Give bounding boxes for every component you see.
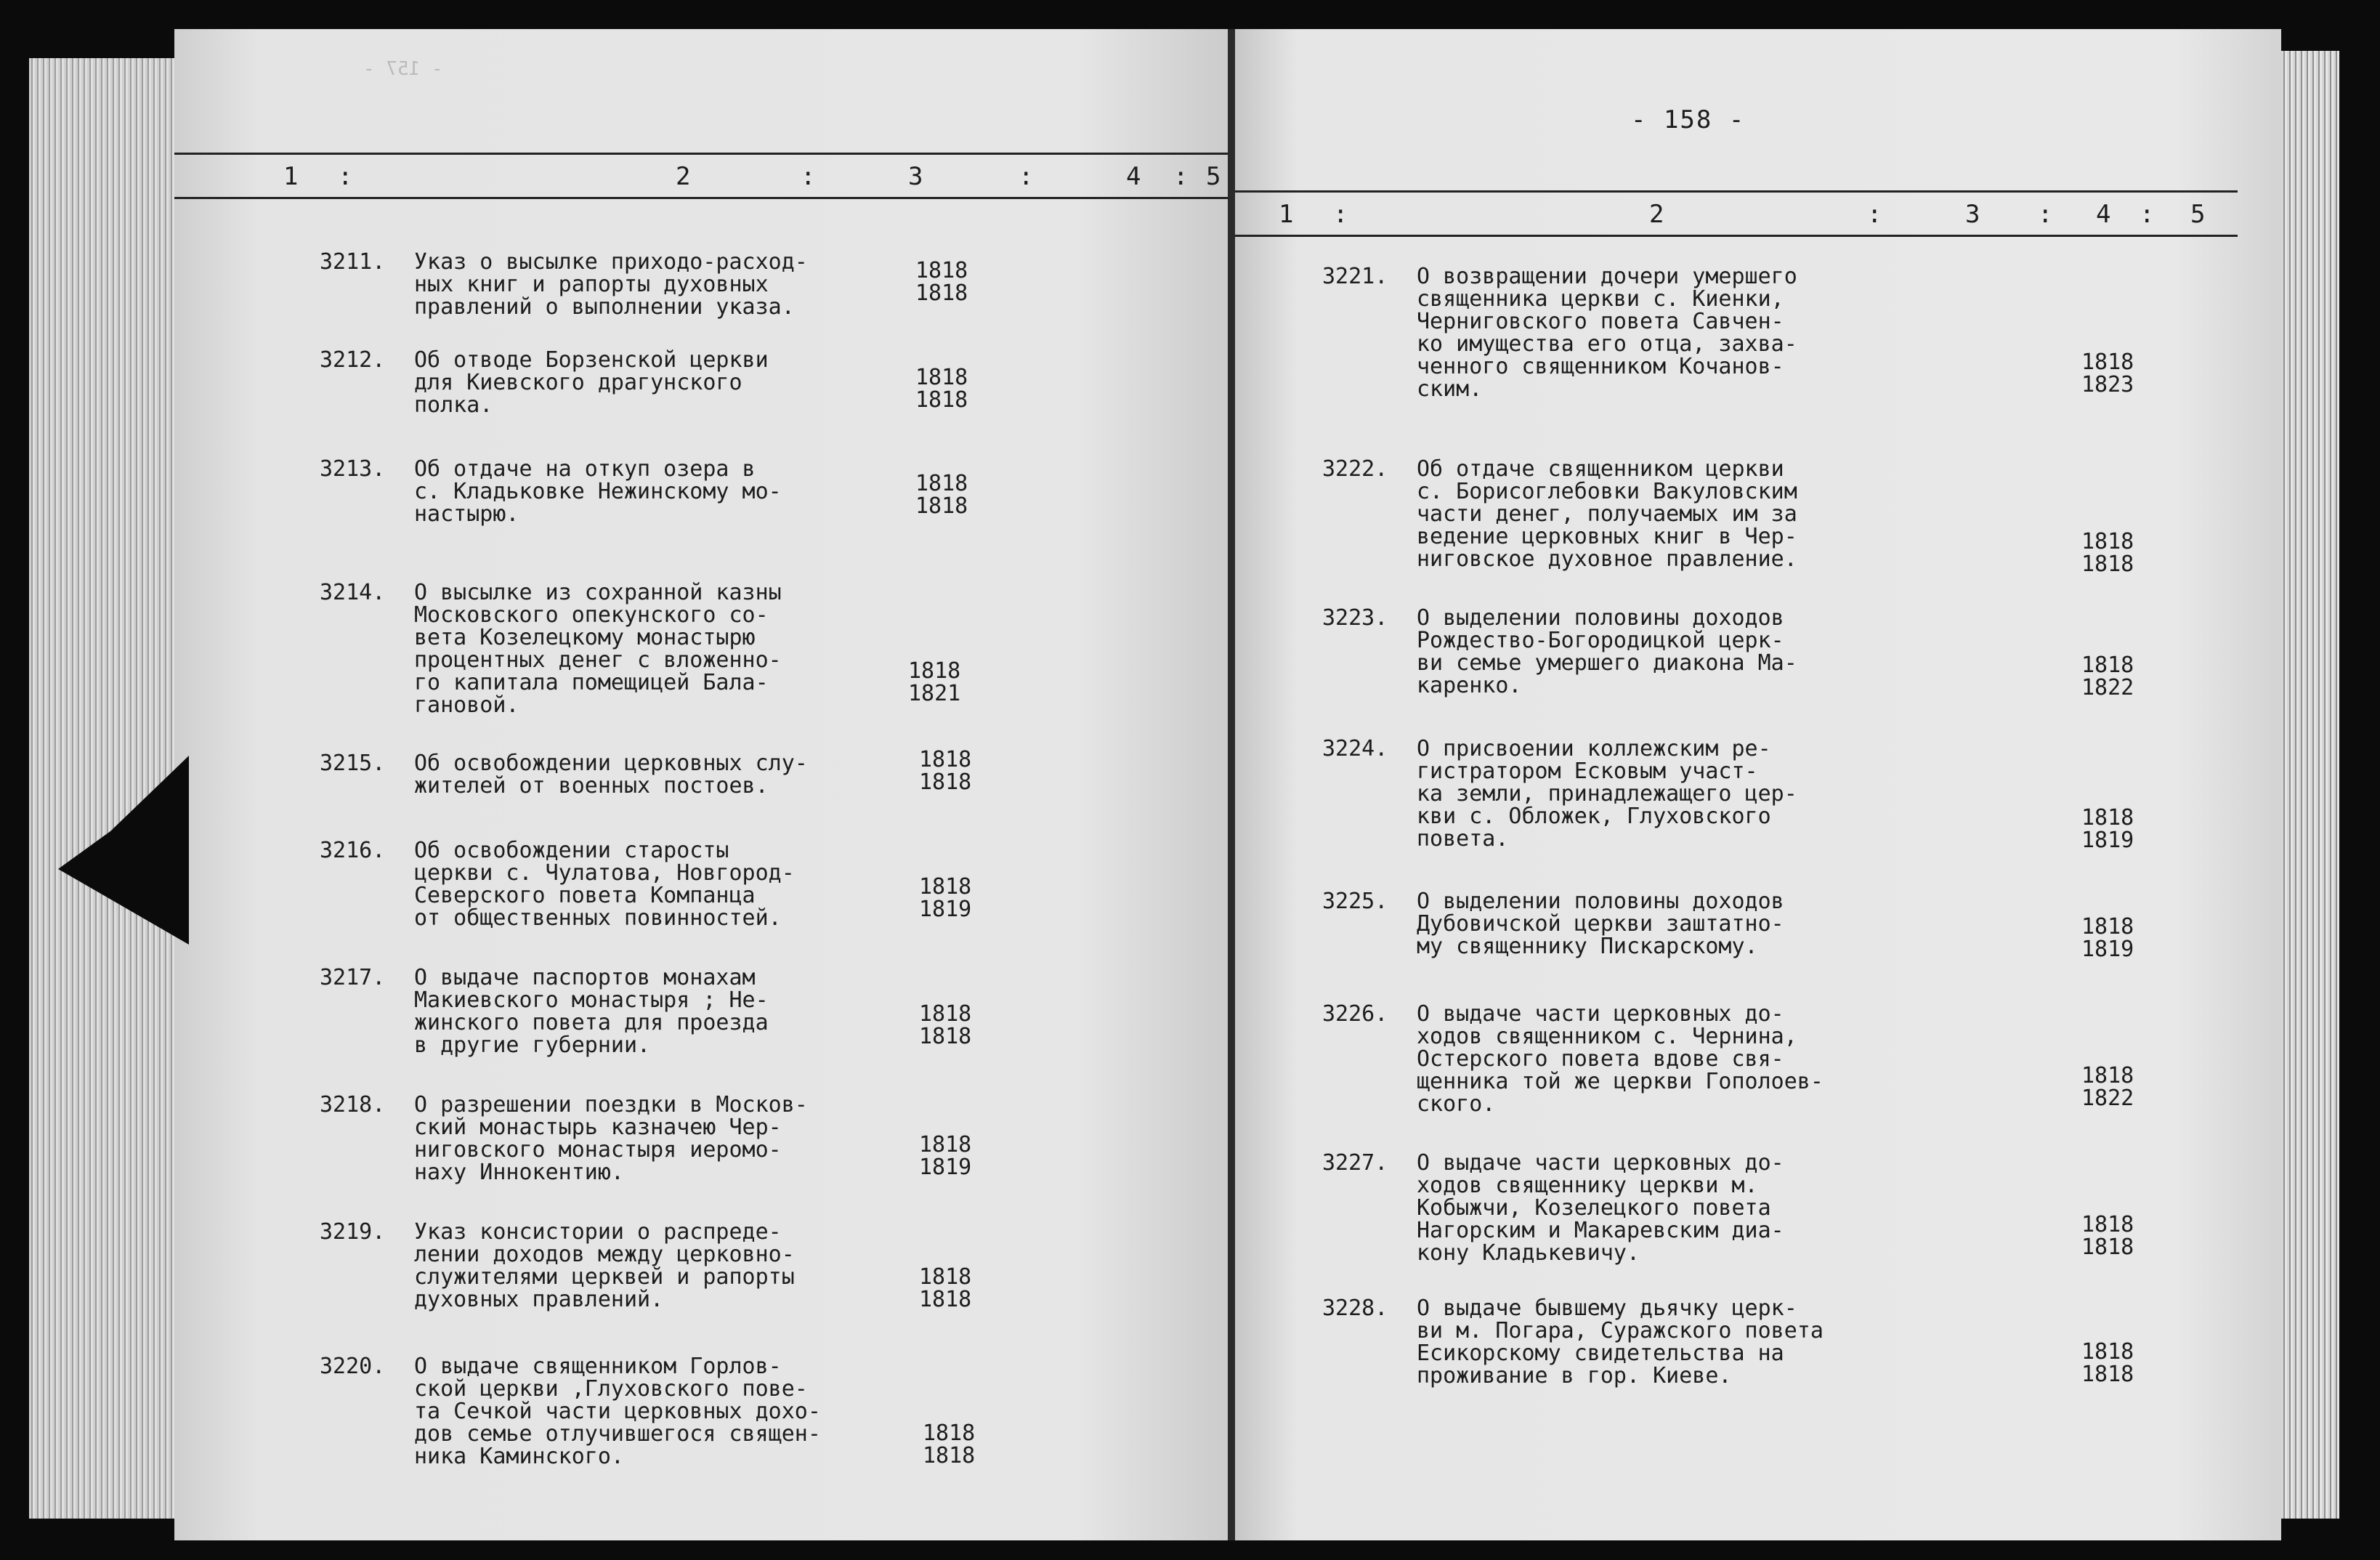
entry-text: О выдаче бывшему дьячку церк- ви м. Погара, Суражского повета Есикорскому свидетельства на проживание в гор. Киеве. [1417,1296,1824,1389]
entry-text: О выдаче части церковных до- ходов священнику церкви м. Кобыжчи, Козелецкого повета Нагорским и Макаревским диа- кону Кладькевичу. [1417,1150,1784,1266]
entry-number: 3224. [1322,736,1388,761]
year-end: 1818 [915,387,968,413]
left-page [174,29,1235,1540]
entry-years [2081,807,2147,852]
entry-text: О присвоении коллежским ре- гистратором Есковым участ- ка земли, принадлежащего цер- кви с. Обложек, Глуховского повета. [1417,736,1797,852]
year-start: 1818 [919,1132,972,1157]
entry-number: 3216. [320,838,386,863]
year-end: 1819 [919,897,972,922]
year-start: 1818 [2081,1339,2134,1365]
col-header-5: 5 [1206,162,1221,191]
entry-text: О выдаче священником Горлов- ской церкви ,Глуховского пове- та Сечкой части церковных дохо- дов семье отлучившегося священ- ника Каминского. [414,1354,821,1469]
entry-number: 3215. [320,751,386,776]
year-start: 1818 [919,747,972,772]
col-sep: : [338,162,353,191]
year-end: 1818 [2081,551,2134,577]
year-start: 1818 [2081,652,2134,678]
year-end: 1819 [2081,828,2134,853]
year-end: 1818 [919,1024,972,1049]
col-header-4: 4 [1126,162,1141,191]
col-header-4: 4 [2096,200,2111,229]
year-start: 1818 [2081,349,2134,375]
entry-years [915,259,981,304]
entry-years [919,1003,984,1048]
entry-number: 3219. [320,1219,386,1245]
entry-years [908,660,974,705]
col-sep: : [1867,200,1882,229]
entry-years [923,1422,988,1467]
year-end: 1822 [2081,675,2134,700]
entry-number: 3217. [320,965,386,990]
col-sep: : [2140,200,2155,229]
bleed-through-text: - 157 - [363,58,443,80]
entry-text: О возвращении дочери умершего священника церкви с. Киенки, Черниговского повета Савчен- ко имущества его отца, захва- ченного священником Кочанов- ским. [1417,264,1797,402]
year-start: 1818 [919,1001,972,1027]
year-end: 1818 [923,1443,976,1468]
year-start: 1818 [915,471,968,496]
col-header-3: 3 [1965,200,1980,229]
left-column-header [174,153,1235,199]
year-end: 1818 [2081,1234,2134,1260]
year-start: 1818 [2081,529,2134,554]
entry-text: О выдаче части церковных до- ходов священником с. Чернина, Остерского повета вдове свя- щенника той же церкви Гополоев- ского. [1417,1001,1824,1117]
entry-years [919,1266,984,1311]
entry-number: 3218. [320,1092,386,1118]
col-header-1: 1 [1279,200,1294,229]
year-start: 1818 [923,1420,976,1446]
right-column-header [1235,190,2238,237]
entry-text: Указ консистории о распреде- лении доходов между церковно- служителями церквей и рапорты духовных правлений. [414,1219,795,1312]
col-sep: : [1173,162,1189,191]
entry-text: Об освобождении старосты церкви с. Чулатова, Новгород- Северского повета Компанца от общественных повинностей. [414,838,795,931]
entry-years [919,876,984,921]
entry-number: 3227. [1322,1150,1388,1176]
year-end: 1818 [919,1287,972,1312]
entry-text: О высылке из сохранной казны Московского опекунского со- вета Козелецкому монастырю процентных денег с вложенно- го капитала помещицей Бала- гановой. [414,580,782,718]
col-header-3: 3 [908,162,923,191]
year-start: 1818 [2081,1063,2134,1088]
entry-years [2081,530,2147,575]
year-start: 1818 [915,365,968,390]
entry-years [2081,1064,2147,1110]
col-header-2: 2 [1649,200,1664,229]
book-spread [29,29,2339,1540]
entry-number: 3221. [1322,264,1388,289]
year-start: 1818 [908,658,961,684]
col-sep: : [801,162,816,191]
entry-text: Указ о высылке приходо-расход- ных книг и рапорты духовных правлений о выполнении указа. [414,249,808,320]
entry-years [2081,351,2147,396]
col-header-2: 2 [676,162,691,191]
entry-number: 3222. [1322,456,1388,482]
year-end: 1818 [919,769,972,795]
entry-years [915,472,981,517]
entry-years [2081,1341,2147,1386]
entry-years [919,1133,984,1179]
col-sep: : [1019,162,1034,191]
year-end: 1818 [2081,1362,2134,1387]
entry-text: Об отдаче священником церкви с. Борисоглебовки Вакуловским части денег, получаемых им за ведение церковных книг в Чер- ниговское духовное правление. [1417,456,1797,572]
entry-text: О разрешении поездки в Москов- ский монастырь казначею Чер- ниговского монастыря иеромо- наху Иннокентию. [414,1092,808,1185]
col-header-5: 5 [2190,200,2206,229]
entry-text: Об отводе Борзенской церкви для Киевского драгунского полка. [414,347,769,418]
year-end: 1821 [908,681,961,706]
page-number: - 158 - [1631,105,1746,134]
entry-number: 3212. [320,347,386,373]
col-sep: : [1333,200,1348,229]
entry-years [915,366,981,411]
year-start: 1818 [2081,805,2134,830]
entry-years [2081,916,2147,961]
entry-number: 3223. [1322,605,1388,631]
entry-number: 3226. [1322,1001,1388,1027]
year-end: 1819 [2081,937,2134,962]
entry-number: 3211. [320,249,386,275]
year-end: 1822 [2081,1086,2134,1111]
entry-number: 3220. [320,1354,386,1379]
entry-number: 3225. [1322,889,1388,914]
year-start: 1818 [915,258,968,283]
col-header-1: 1 [283,162,299,191]
entry-number: 3228. [1322,1296,1388,1321]
entry-years [2081,654,2147,699]
entry-text: О выделении половины доходов Дубовичской церкви заштатно- му священнику Пискарскому. [1417,889,1784,959]
year-start: 1818 [2081,1212,2134,1237]
entry-years [2081,1213,2147,1258]
year-end: 1819 [919,1155,972,1180]
year-start: 1818 [919,1264,972,1290]
year-start: 1818 [919,874,972,900]
entry-number: 3214. [320,580,386,605]
entry-number: 3213. [320,456,386,482]
entry-text: Об освобождении церковных слу- жителей от военных постоев. [414,751,808,799]
entry-text: О выделении половины доходов Рождество-Богородицкой церк- ви семье умершего диакона Ма- каренко. [1417,605,1797,698]
col-sep: : [2038,200,2053,229]
right-page [1235,29,2281,1540]
year-start: 1818 [2081,914,2134,939]
year-end: 1818 [915,493,968,519]
entry-text: О выдаче паспортов монахам Макиевского монастыря ; Не- жинского повета для проезда в другие губернии. [414,965,769,1058]
entry-text: Об отдаче на откуп озера в с. Кладьковке Нежинскому мо- настырю. [414,456,782,527]
year-end: 1818 [915,280,968,306]
year-end: 1823 [2081,372,2134,397]
entry-years [919,748,984,793]
